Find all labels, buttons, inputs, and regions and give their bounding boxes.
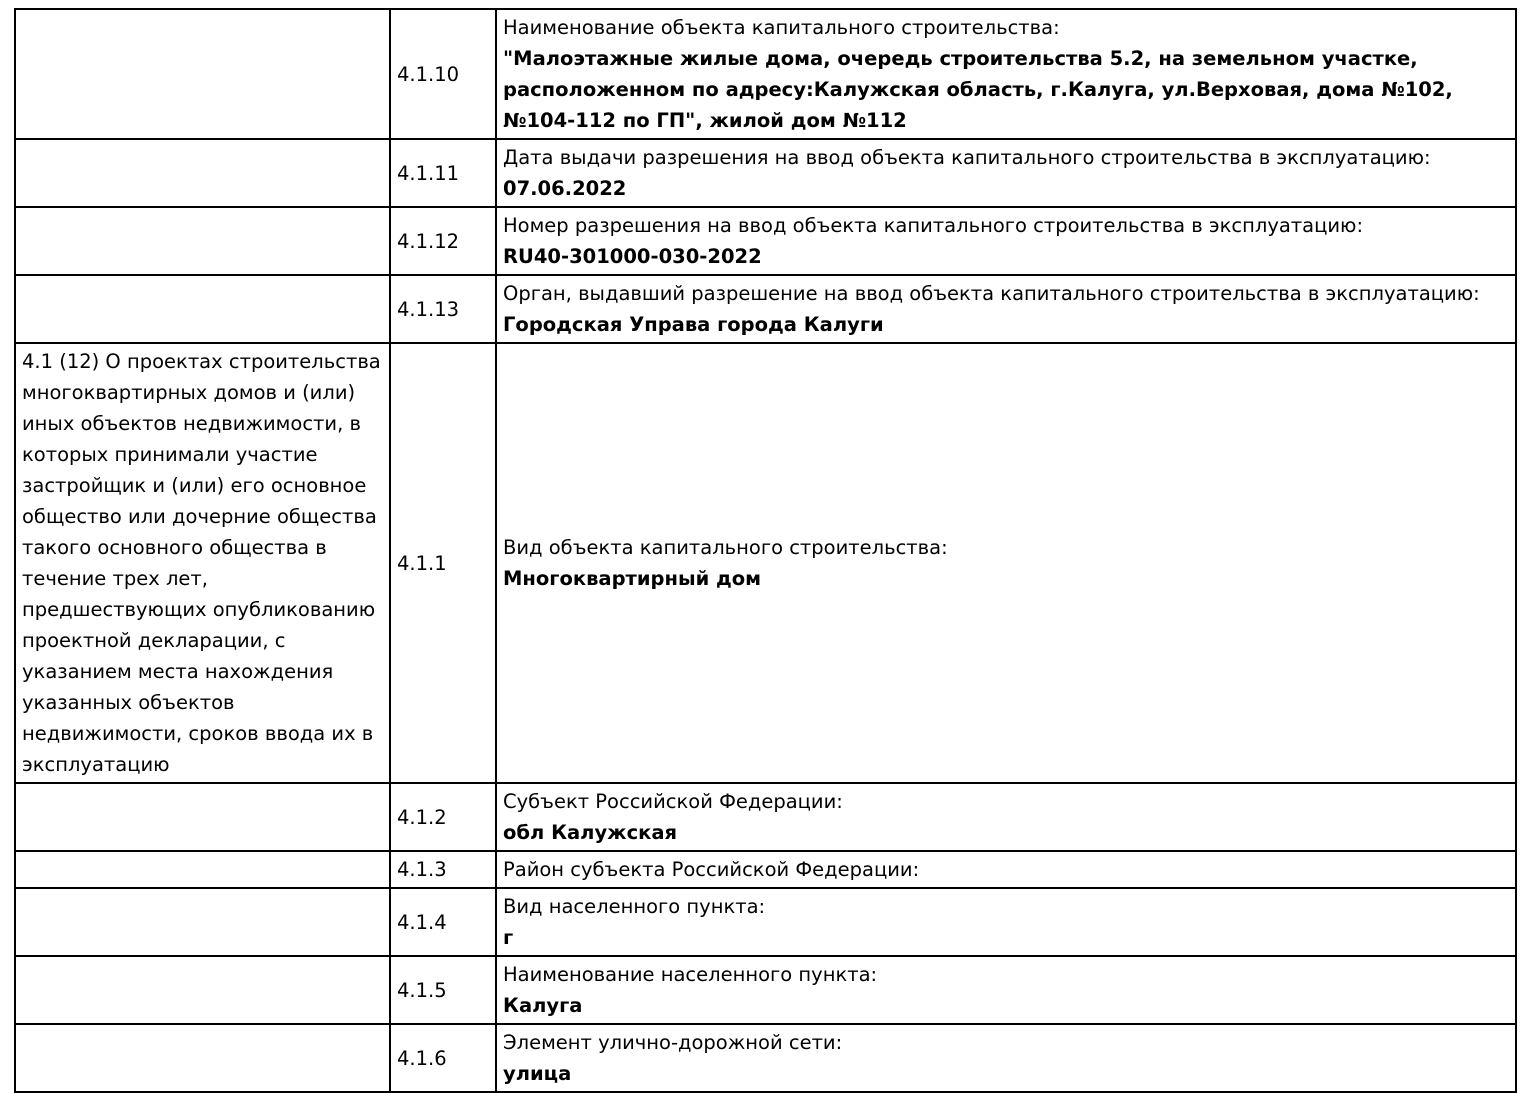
section-cell	[15, 275, 390, 343]
code-cell: 4.1.13	[390, 275, 496, 343]
section-cell	[15, 851, 390, 888]
table-row	[15, 343, 1516, 783]
content-cell	[496, 343, 1516, 783]
field-value: Калуга	[503, 994, 583, 1017]
table-row	[15, 888, 1516, 956]
section-cell	[15, 783, 390, 851]
table-row	[15, 851, 1516, 888]
declaration-table	[14, 8, 1517, 1093]
field-label: Элемент улично-дорожной сети:	[503, 1031, 843, 1054]
table-row	[15, 9, 1516, 139]
section-cell	[15, 207, 390, 275]
field-label: Вид объекта капитального строительства:	[503, 536, 948, 559]
field-value: улица	[503, 1062, 572, 1085]
section-cell: 4.1 (12) О проектах строительства многоквартирных домов и (или) иных объектов недвижимости, в которых принимали участие застройщик и (или) его основное общество или дочерние общества такого основного общества в течение трех лет, предшествующих опубликованию проектной декларации, с указанием места нахождения указанных объектов недвижимости, сроков ввода их в эксплуатацию	[15, 343, 390, 783]
field-label: Вид населенного пункта:	[503, 895, 766, 918]
section-cell	[15, 956, 390, 1024]
field-label: Номер разрешения на ввод объекта капитального строительства в эксплуатацию:	[503, 214, 1364, 237]
table-row	[15, 275, 1516, 343]
field-label: Субъект Российской Федерации:	[503, 790, 843, 813]
table-row	[15, 1024, 1516, 1092]
field-value: 07.06.2022	[503, 177, 627, 200]
content-cell	[496, 956, 1516, 1024]
field-value: RU40-301000-030-2022	[503, 245, 762, 268]
section-cell	[15, 139, 390, 207]
content-cell	[496, 1024, 1516, 1092]
content-cell	[496, 888, 1516, 956]
section-cell	[15, 9, 390, 139]
table-row	[15, 139, 1516, 207]
code-cell: 4.1.11	[390, 139, 496, 207]
field-label: Наименование объекта капитального строительства:	[503, 16, 1060, 39]
field-value: "Малоэтажные жилые дома, очередь строительства 5.2, на земельном участке, расположенном по адресу:Калужская область, г.Калуга, ул.Верховая, дома №102, №104-112 по ГП", жилой дом №112	[503, 47, 1453, 132]
content-cell	[496, 207, 1516, 275]
section-cell	[15, 1024, 390, 1092]
field-label: Орган, выдавший разрешение на ввод объекта капитального строительства в эксплуатацию:	[503, 282, 1480, 305]
field-value: г	[503, 926, 514, 949]
code-cell: 4.1.5	[390, 956, 496, 1024]
section-cell	[15, 888, 390, 956]
content-cell	[496, 851, 1516, 888]
table-row	[15, 956, 1516, 1024]
code-cell: 4.1.1	[390, 343, 496, 783]
field-value: обл Калужская	[503, 821, 678, 844]
code-cell: 4.1.4	[390, 888, 496, 956]
field-label: Район субъекта Российской Федерации:	[503, 858, 920, 881]
field-value: Городская Управа города Калуги	[503, 313, 884, 336]
field-label: Дата выдачи разрешения на ввод объекта капитального строительства в эксплуатацию:	[503, 146, 1431, 169]
field-value: Многоквартирный дом	[503, 567, 762, 590]
code-cell: 4.1.12	[390, 207, 496, 275]
content-cell	[496, 275, 1516, 343]
code-cell: 4.1.3	[390, 851, 496, 888]
field-label: Наименование населенного пункта:	[503, 963, 878, 986]
code-cell: 4.1.6	[390, 1024, 496, 1092]
code-cell: 4.1.10	[390, 9, 496, 139]
content-cell	[496, 783, 1516, 851]
code-cell: 4.1.2	[390, 783, 496, 851]
table-row	[15, 207, 1516, 275]
table-row	[15, 783, 1516, 851]
content-cell	[496, 9, 1516, 139]
content-cell	[496, 139, 1516, 207]
